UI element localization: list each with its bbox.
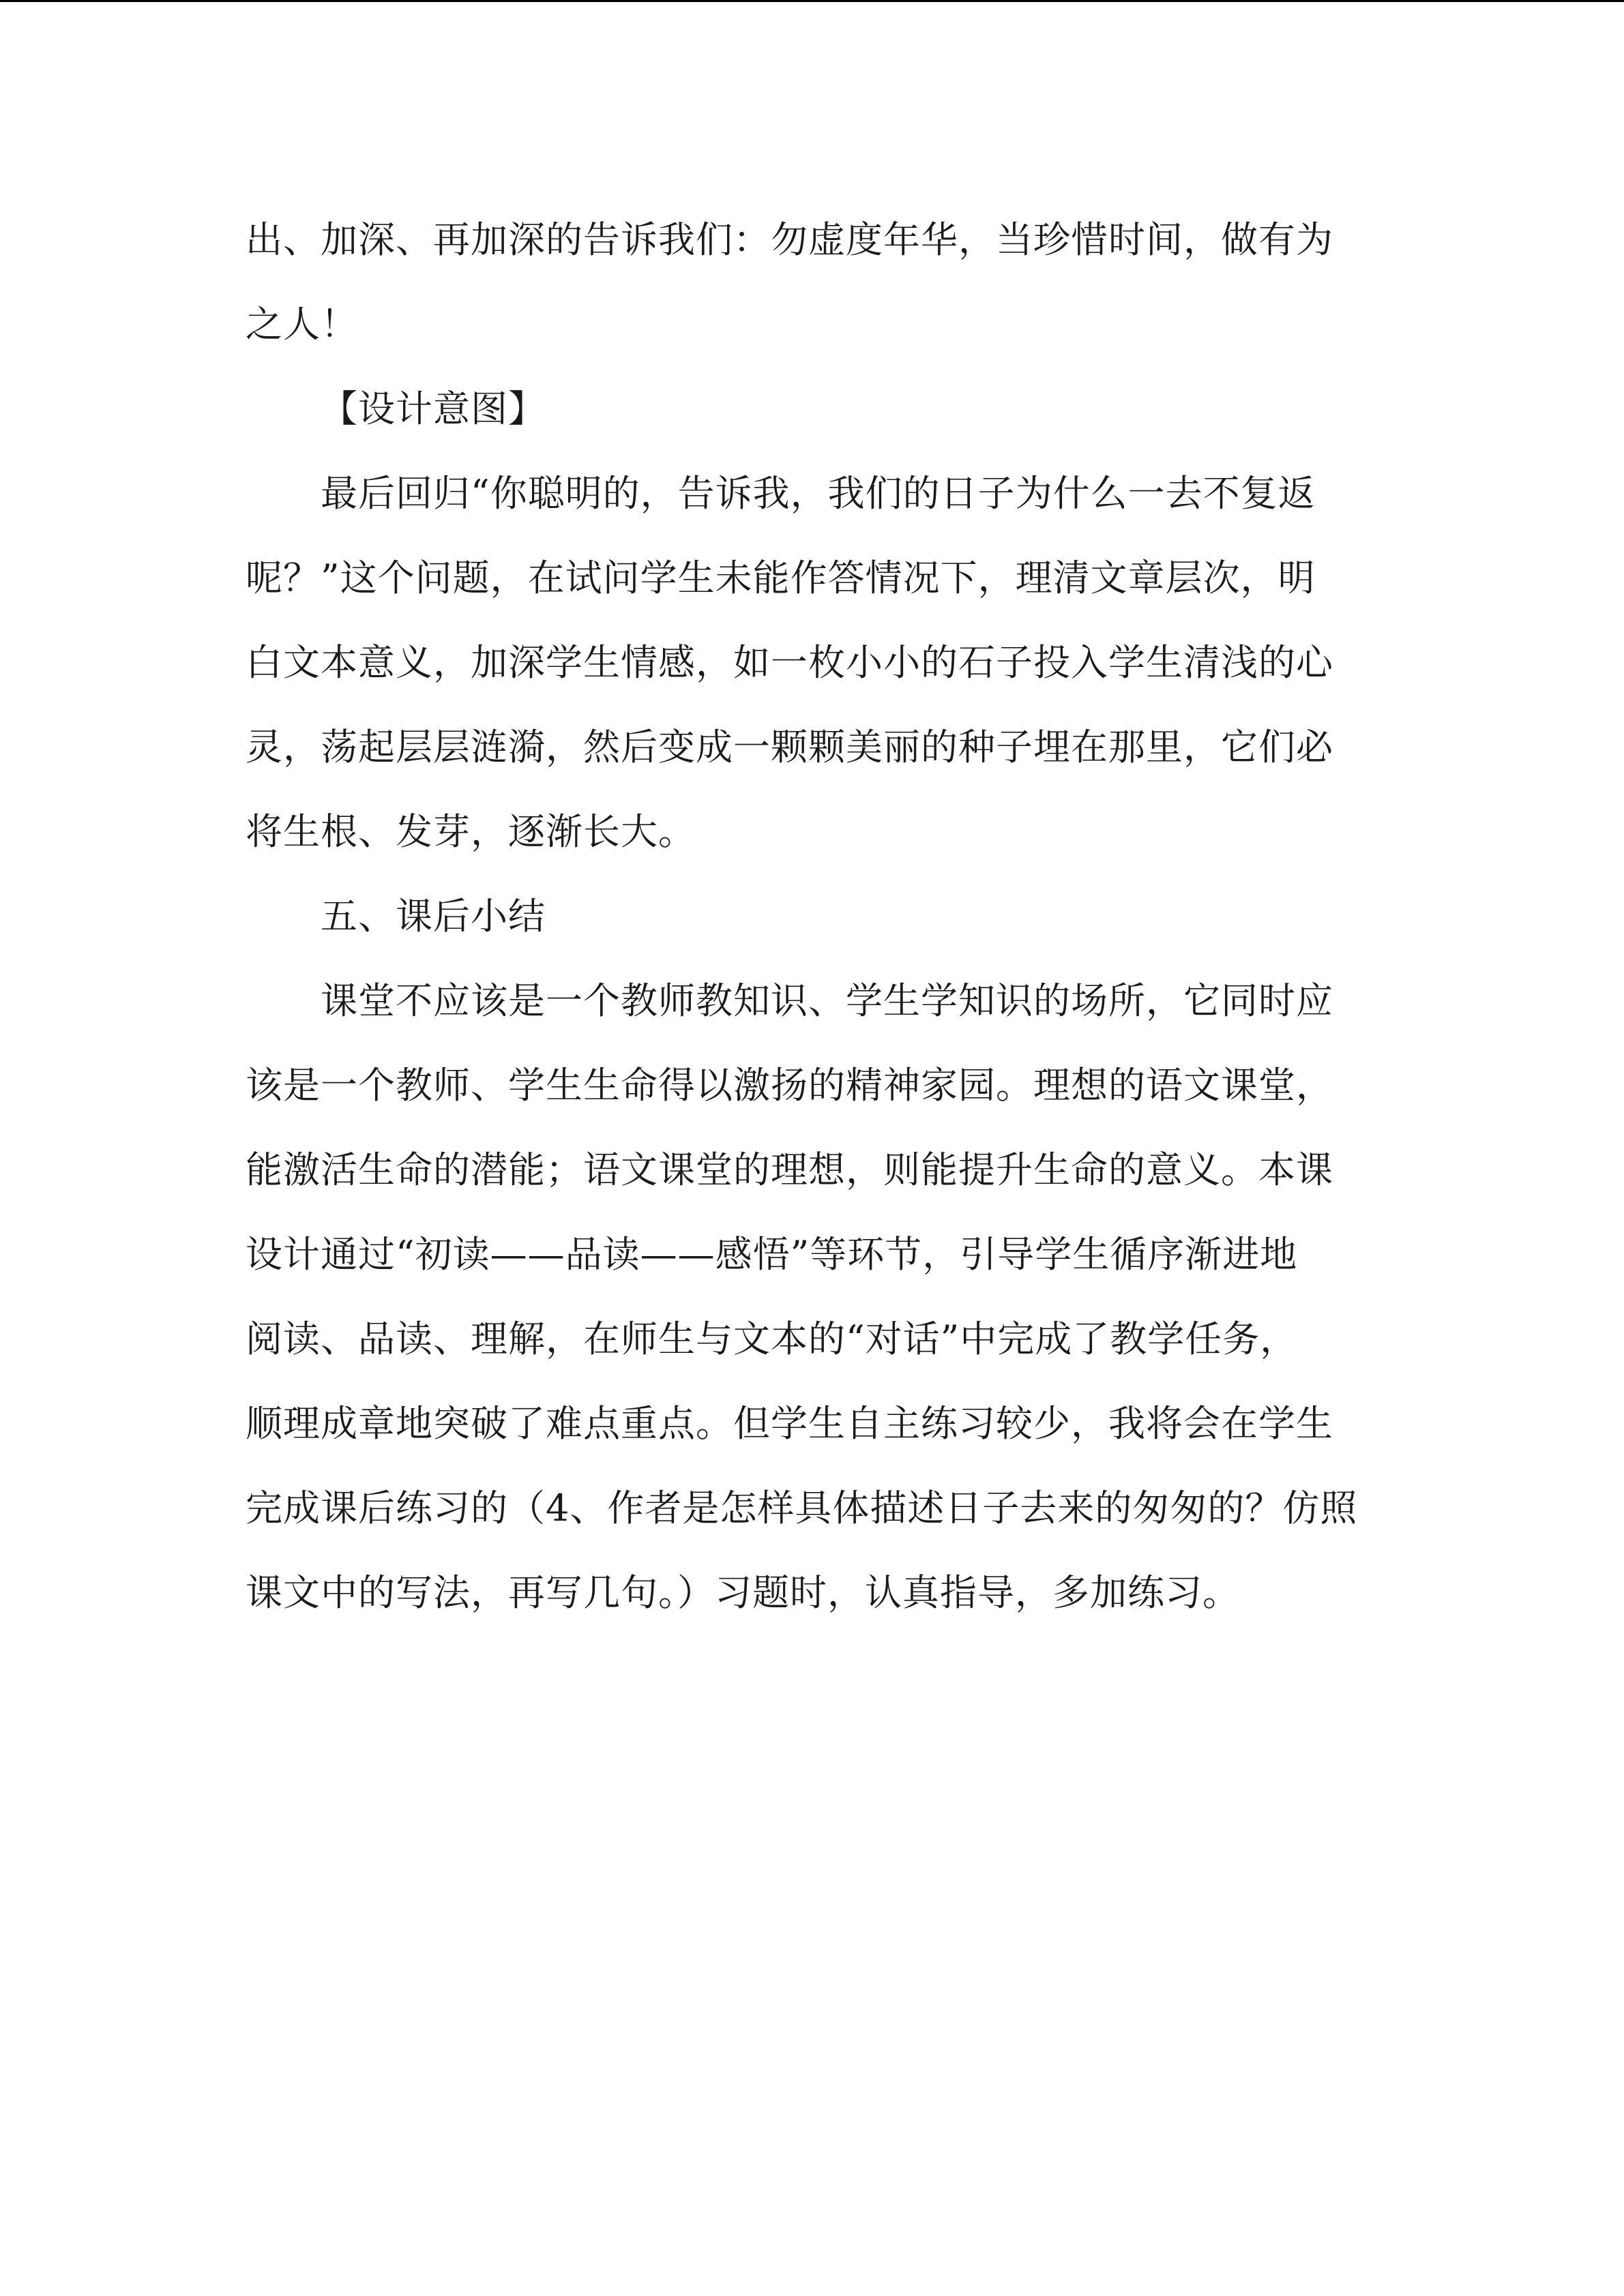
paragraph-line: 该是一个教师、学生生命得以激扬的精神家园。理想的语文课堂，	[246, 1064, 1333, 1107]
paragraph-line: 课堂不应该是一个教师教知识、学生学知识的场所，它同时应	[321, 979, 1333, 1022]
paragraph-line: 设计通过“初读——品读——感悟”等环节，引导学生循序渐进地	[246, 1233, 1298, 1276]
paragraph-line: 灵，荡起层层涟漪，然后变成一颗颗美丽的种子埋在那里，它们必	[246, 726, 1333, 769]
paragraph-line: 将生根、发芽，逐渐长大。	[246, 810, 696, 853]
paragraph-line: 完成课后练习的（4、作者是怎样具体描述日子去来的匆匆的？仿照	[246, 1487, 1358, 1530]
paragraph-line: 呢？”这个问题，在试问学生未能作答情况下，理清文章层次，明	[246, 556, 1316, 599]
paragraph-line: 顺理成章地突破了难点重点。但学生自主练习较少，我将会在学生	[246, 1402, 1333, 1445]
paragraph-line: 之人！	[246, 303, 358, 346]
paragraph-line: 白文本意义，加深学生情感，如一枚小小的石子投入学生清浅的心	[246, 641, 1333, 684]
paragraph-line: 课文中的写法，再写几句。）习题时，认真指导，多加练习。	[246, 1571, 1240, 1614]
section-heading-summary: 五、课后小结	[321, 895, 546, 938]
section-heading-design-intent: 【设计意图】	[321, 387, 546, 430]
paragraph-line: 出、加深、再加深的告诉我们：勿虚度年华，当珍惜时间，做有为	[246, 218, 1333, 261]
page-top-border	[0, 0, 1624, 2]
paragraph-line: 最后回归“你聪明的，告诉我，我们的日子为什么一去不复返	[321, 472, 1316, 515]
paragraph-line: 阅读、品读、理解，在师生与文本的“对话”中完成了教学任务，	[246, 1317, 1298, 1360]
paragraph-line: 能激活生命的潜能；语文课堂的理想，则能提升生命的意义。本课	[246, 1148, 1333, 1191]
